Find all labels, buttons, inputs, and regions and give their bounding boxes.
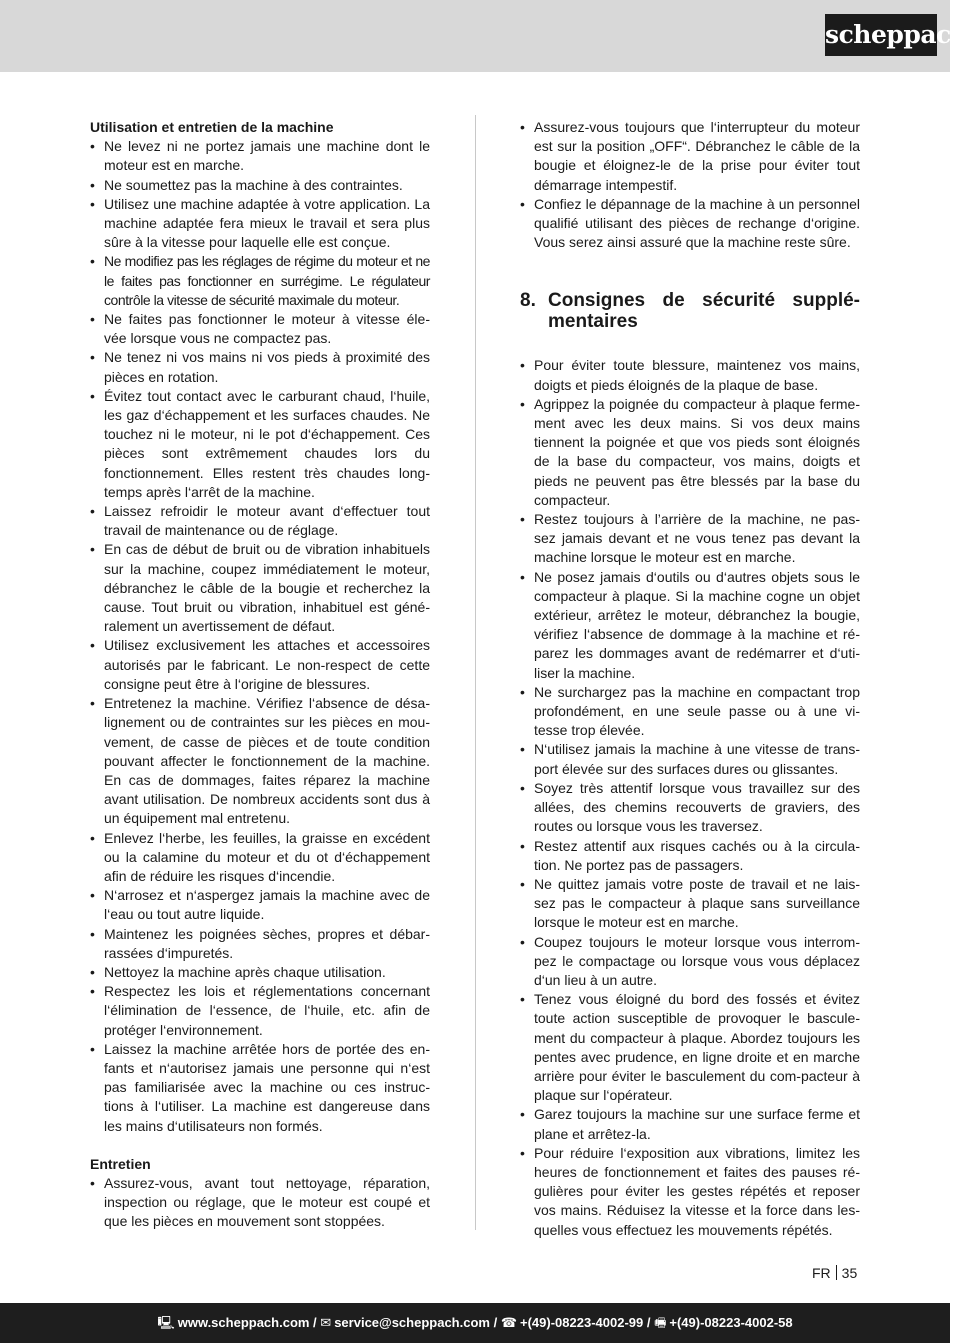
list-item: • N‘arrosez et n‘aspergez jamais la machine avec de l‘eau ou tout autre liquide. xyxy=(90,886,430,924)
list-item: • Confiez le dépannage de la machine à un personnel qualifié utilisant des pièces de rechange d‘origine. Vous serez ainsi assuré que la machine reste sûre. xyxy=(520,195,860,253)
phone-icon: ☎ xyxy=(500,1315,518,1330)
email-icon: ✉ xyxy=(320,1315,332,1330)
list-item: • Laissez la machine arrêtée hors de portée des en-fants et n‘autorisez jamais une personne qui n‘est pas familiarisée avec la machine ou ces instruc-tions à l‘utiliser. La machine est dangereuse dans les mains d‘utilisateurs non formés. xyxy=(90,1040,430,1136)
section-number: 8. xyxy=(520,290,536,312)
list-item: • Évitez tout contact avec le carburant chaud, l‘huile, les gaz d‘échappement et les surfaces chaudes. Ne touchez ni le moteur, ni le pot d‘échappement. Ces pièces sont extrêmement chaudes lors du fonctionnement. Elles restent très chaudes long-temps après l‘arrêt de la machine. xyxy=(90,387,430,502)
list-item: • Respectez les lois et réglementations concernant l‘élimination de l‘essence, de l‘huile, etc. afin de protéger l‘environnement. xyxy=(90,982,430,1040)
list-item: • Garez toujours la machine sur une surface ferme et plane et arrêtez-la. xyxy=(520,1105,860,1143)
list-item: • Pour éviter toute blessure, maintenez vos mains, doigts et pieds éloignés de la plaque de base. xyxy=(520,356,860,394)
maintenance-bullet-list-continued xyxy=(520,118,860,252)
safety-bullet-list xyxy=(520,356,860,1239)
list-item: • Restez toujours à l’arrière de la machine, ne pas-sez jamais devant et ne vous tenez pas devant la machine lorsque le moteur est en marche. xyxy=(520,510,860,568)
page-number-value: 35 xyxy=(841,1265,858,1281)
list-item: • Tenez vous éloigné du bord des fossés et évitez toute action susceptible de provoquer le bascule-ment du compacteur à plaque. Abordez toujours les pentes avec prudence, en ligne droite et en marche arrière pour éviter le basculement du com-pacteur à plaque sur l‘opérateur. xyxy=(520,990,860,1105)
list-item: • Ne modifiez pas les réglages de régime du moteur et ne le faites pas fonctionner en surrégime. Le régulateur contrôle la vitesse de sécurité maximale du moteur. xyxy=(90,252,430,310)
language-code: FR xyxy=(812,1265,831,1281)
list-item: • Maintenez les poignées sèches, propres et débar-rassées d‘impuretés. xyxy=(90,925,430,963)
usage-bullet-list xyxy=(90,137,430,1136)
list-item: • Enlevez l‘herbe, les feuilles, la graisse en excédent ou la calamine du moteur et du ot d‘échappement afin de réduire les risques d‘incendie. xyxy=(90,829,430,887)
footer-bar xyxy=(0,1303,950,1343)
left-column xyxy=(90,118,430,1232)
list-item: • Entretenez la machine. Vérifiez l‘absence de désa-lignement ou de contraintes sur les pièces en mou-vement, de casse de pièces et de toute condition pouvant affecter le fonctionnement de la machine. En cas de dommages, faites réparez la machine avant utilisation. De nombreux accidents sont dus à un équipement mal entretenu. xyxy=(90,694,430,828)
right-column xyxy=(520,118,860,1240)
list-item: • Assurez-vous, avant tout nettoyage, réparation, inspection ou réglage, que le moteur est coupé et que les pièces en mouvement sont stoppées. xyxy=(90,1174,430,1232)
list-item: • Assurez-vous toujours que l‘interrupteur du moteur est sur la position „OFF“. Débranchez le câble de la bougie et éloignez-le de la prise pour éviter tout démarrage intempestif. xyxy=(520,118,860,195)
fax-icon: 🖷 xyxy=(654,1315,667,1330)
list-item: • En cas de début de bruit ou de vibration inhabituels sur la machine, coupez immédiatement le moteur, débranchez le câble de la bougie et recherchez la cause. Tout bruit ou vibration, inhabituel est géné-ralement un avertissement de défaut. xyxy=(90,540,430,636)
header-band xyxy=(0,0,950,72)
list-item: • Nettoyez la machine après chaque utilisation. xyxy=(90,963,430,982)
list-item: • Ne levez ni ne portez jamais une machine dont le moteur est en marche. xyxy=(90,137,430,175)
list-item: • Ne posez jamais d‘outils ou d‘autres objets sous le compacteur à plaque. Si la machine cogne un objet extérieur, arrêtez le moteur, débranchez la bougie, vérifiez l‘absence de dommage à la machine et ré-parez les dommages avant de redémarrer et d‘uti-liser la machine. xyxy=(520,568,860,683)
list-item: • Ne soumettez pas la machine à des contraintes. xyxy=(90,176,430,195)
list-item: • Coupez toujours le moteur lorsque vous interrom-pez le compactage ou lorsque vous vous déplacez d‘un lieu à un autre. xyxy=(520,933,860,991)
maintenance-bullet-list xyxy=(90,1174,430,1232)
column-divider xyxy=(475,115,476,1230)
brand-logo: scheppach xyxy=(825,14,937,56)
list-item: • Pour réduire l‘exposition aux vibrations, limitez les heures de fonctionnement et faites des pauses ré-gulières pour éviter les gestes répétés et reposer vos mains. Réduisez la vitesse et la force dans les-quelles vous effectuez les mouvements répétés. xyxy=(520,1144,860,1240)
footer-email[interactable]: service@scheppach.com / xyxy=(334,1315,498,1330)
page-number xyxy=(812,1265,857,1281)
list-item: • Ne quittez jamais votre poste de travail et ne lais-sez pas le compacteur à plaque sans surveillance lorsque le moteur est en marche. xyxy=(520,875,860,933)
list-item: • Agrippez la poignée du compacteur à plaque ferme-ment avec les deux mains. Si vos deux mains tiennent la poignée et que vos pieds sont éloignés de la base du compacteur, vos mains, doigts et pieds ne peuvent pas être blessés par la base du compacteur. xyxy=(520,395,860,510)
list-item: • Ne tenez ni vos mains ni vos pieds à proximité des pièces en rotation. xyxy=(90,348,430,386)
usage-maintenance-heading: Utilisation et entretien de la machine xyxy=(90,119,334,135)
list-item: • Soyez très attentif lorsque vous travaillez sur des allées, des chemins recouverts de graviers, des routes ou lorsque vous les traversez. xyxy=(520,779,860,837)
list-item: • Utilisez exclusivement les attaches et accessoires autorisés par le fabricant. Le non-respect de cette consigne peut être à l‘origine de blessures. xyxy=(90,636,430,694)
list-item: • N‘utilisez jamais la machine à une vitesse de trans-port élevée sur des surfaces dures ou glissantes. xyxy=(520,740,860,778)
computer-icon: 🖳 xyxy=(157,1315,175,1330)
footer-website[interactable]: www.scheppach.com / xyxy=(177,1315,317,1330)
section-title-text: Consignes de sécurité supplé-mentaires xyxy=(548,290,860,333)
footer-phone: +(49)-08223-4002-99 / xyxy=(520,1315,651,1330)
section-title xyxy=(520,290,860,332)
list-item: • Laissez refroidir le moteur avant d‘effectuer tout travail de maintenance ou de réglage. xyxy=(90,502,430,540)
maintenance-heading: Entretien xyxy=(90,1155,151,1172)
footer-fax: +(49)-08223-4002-58 xyxy=(669,1315,793,1330)
list-item: • Restez attentif aux risques cachés ou à la circula-tion. Ne portez pas de passagers. xyxy=(520,837,860,875)
list-item: • Ne faites pas fonctionner le moteur à vitesse éle-vée lorsque vous ne compactez pas. xyxy=(90,310,430,348)
list-item: • Ne surchargez pas la machine en compactant trop profondément, en une seule passe ou à une vi-tesse trop élevée. xyxy=(520,683,860,741)
list-item: • Utilisez une machine adaptée à votre application. La machine adaptée fera mieux le travail et sera plus sûre à la vitesse pour laquelle elle est conçue. xyxy=(90,195,430,253)
